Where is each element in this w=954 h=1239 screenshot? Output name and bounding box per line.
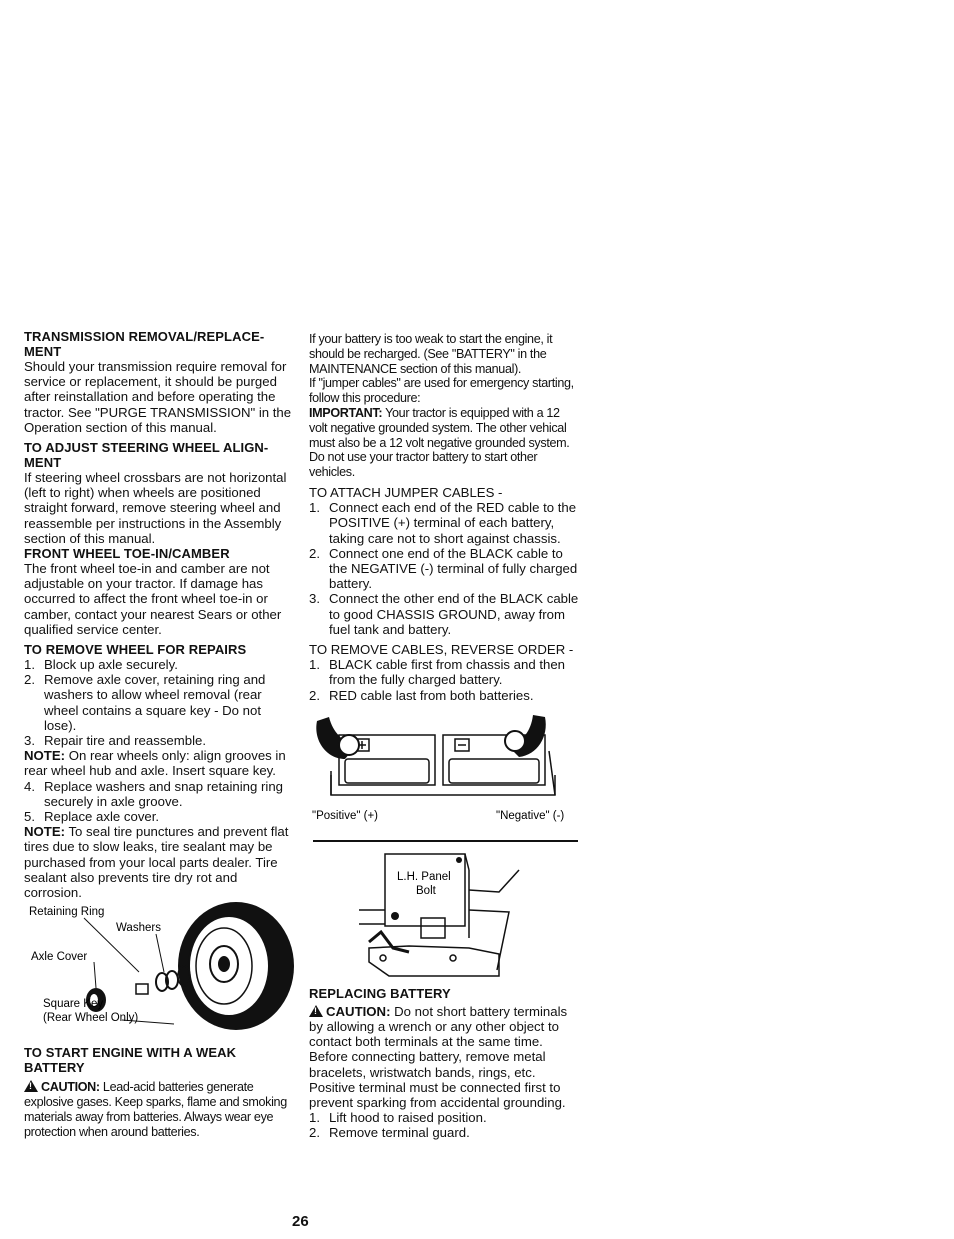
heading-remove-wheel: TO REMOVE WHEEL FOR REPAIRS xyxy=(24,642,247,658)
note-rear-wheels: NOTE: On rear wheels only: align grooves in rear wheel hub and axle. Insert square key. xyxy=(24,748,286,779)
left-column xyxy=(24,329,296,1139)
page-number: 26 xyxy=(292,1213,309,1230)
para-transmission: Should your transmission require removal for service or replacement, it should be purged after reinstallation and before operating the tractor. See "PURGE TRANSMISSION" in the Operation section of this manual. xyxy=(24,359,292,435)
square-key-shape xyxy=(136,984,148,994)
para-positive-first: Positive terminal must be connected first to prevent sparking from accidental grounding. xyxy=(309,1079,566,1111)
right-column xyxy=(309,332,581,1141)
caution-lead-acid: !CAUTION: Lead-acid batteries generate explosive gases. Keep sparks, flame and smoking materials away from batteries. Always wear eye protection when around batteries. xyxy=(24,1080,296,1139)
attach-heading: TO ATTACH JUMPER CABLES - xyxy=(309,484,503,500)
list-item: 5. Replace axle cover. xyxy=(24,809,160,825)
bolt-icon xyxy=(391,912,399,920)
para-jumper: If "jumper cables" are used for emergency starting, follow this procedure: xyxy=(309,376,574,406)
label-retaining-ring: Retaining Ring xyxy=(29,906,105,919)
list-item: 1. Block up axle securely. xyxy=(24,657,178,673)
wheel-diagram xyxy=(24,900,296,1040)
list-item: 2. Remove terminal guard. xyxy=(309,1125,470,1141)
label-negative: "Negative" (-) xyxy=(496,809,565,822)
list-item: 3. Repair tire and reassemble. xyxy=(24,733,206,749)
label-positive: "Positive" (+) xyxy=(312,809,379,822)
para-steering: If steering wheel crossbars are not horizontal (left to right) when wheels are positioned straight forward, remove steering wheel and reassemble per instructions in the Assembly section of this manual. xyxy=(24,470,287,546)
heading-replacing-battery: REPLACING BATTERY xyxy=(309,985,451,1001)
label-washers: Washers xyxy=(116,922,161,935)
warning-icon xyxy=(309,1005,323,1017)
para-weak-battery: If your battery is too weak to start the engine, it should be recharged. (See "BATTERY" in the MAINTENANCE section of this manual). xyxy=(309,332,553,376)
warning-icon xyxy=(24,1080,38,1092)
heading-transmission: TRANSMISSION REMOVAL/REPLACE-MENT xyxy=(24,329,265,359)
remove-steps xyxy=(309,657,581,703)
label-axle-cover: Axle Cover xyxy=(31,951,88,964)
caution-replacing: !CAUTION: Do not short battery terminals by allowing a wrench or any other object to contact both terminals at the same time. Before connecting battery, remove metal bracelets, wristwatch bands, rings, etc. xyxy=(309,1004,581,1080)
remove-wheel-steps-b xyxy=(24,779,296,825)
list-item: 4. Replace washers and snap retaining ring securely in axle groove. xyxy=(24,778,283,809)
label-lh-panel: L.H. Panel xyxy=(397,870,451,883)
label-square-key: Square Key xyxy=(43,998,104,1011)
list-item: 2. RED cable last from both batteries. xyxy=(309,687,534,703)
label-bolt: Bolt xyxy=(416,884,436,897)
para-important: IMPORTANT: Your tractor is equipped with a 12 volt negative grounded system. The other vehical must also be a 12 volt negative grounded system. Do not use your tractor battery to start other vehicles. xyxy=(309,405,570,480)
divider xyxy=(313,840,578,842)
list-item: 1. BLACK cable first from chassis and then from the fully charged battery. xyxy=(309,657,566,688)
list-item: 2. Connect one end of the BLACK cable to the NEGATIVE (-) terminal of fully charged battery. xyxy=(309,545,578,592)
heading-weak-battery: TO START ENGINE WITH A WEAK BATTERY xyxy=(24,1045,237,1076)
replace-steps xyxy=(309,1110,581,1140)
list-item: 2. Remove axle cover, retaining ring and washers to allow wheel removal (rear wheel contains a square key - Do not lose). xyxy=(24,672,266,733)
jumper-battery-diagram xyxy=(309,711,581,836)
remove-wheel-steps-a xyxy=(24,657,296,748)
lh-panel-diagram xyxy=(309,850,581,980)
heading-toein: FRONT WHEEL TOE-IN/CAMBER xyxy=(24,546,230,562)
heading-steering: TO ADJUST STEERING WHEEL ALIGN-MENT xyxy=(24,440,269,471)
label-rear-wheel-only: (Rear Wheel Only) xyxy=(43,1012,139,1025)
list-item: 1. Lift hood to raised position. xyxy=(309,1110,487,1126)
note-tire-sealant: NOTE: To seal tire punctures and prevent flat tires due to slow leaks, tire sealant may be purchased from your local parts dealer. Tire sealant also prevents tire dry rot and corrosion. xyxy=(24,824,289,901)
remove-heading: TO REMOVE CABLES, REVERSE ORDER - xyxy=(309,642,574,657)
list-item: 3. Connect the other end of the BLACK cable to good CHASSIS GROUND, away from fuel tank and battery. xyxy=(309,591,579,637)
para-toein: The front wheel toe-in and camber are not adjustable on your tractor. If damage has occurred to affect the front wheel toe-in or camber, contact your nearest Sears or other qualified service center. xyxy=(24,561,282,637)
list-item: 1. Connect each end of the RED cable to the POSITIVE (+) terminal of each battery, taking care not to short against chassis. xyxy=(309,500,577,546)
attach-steps xyxy=(309,500,581,637)
